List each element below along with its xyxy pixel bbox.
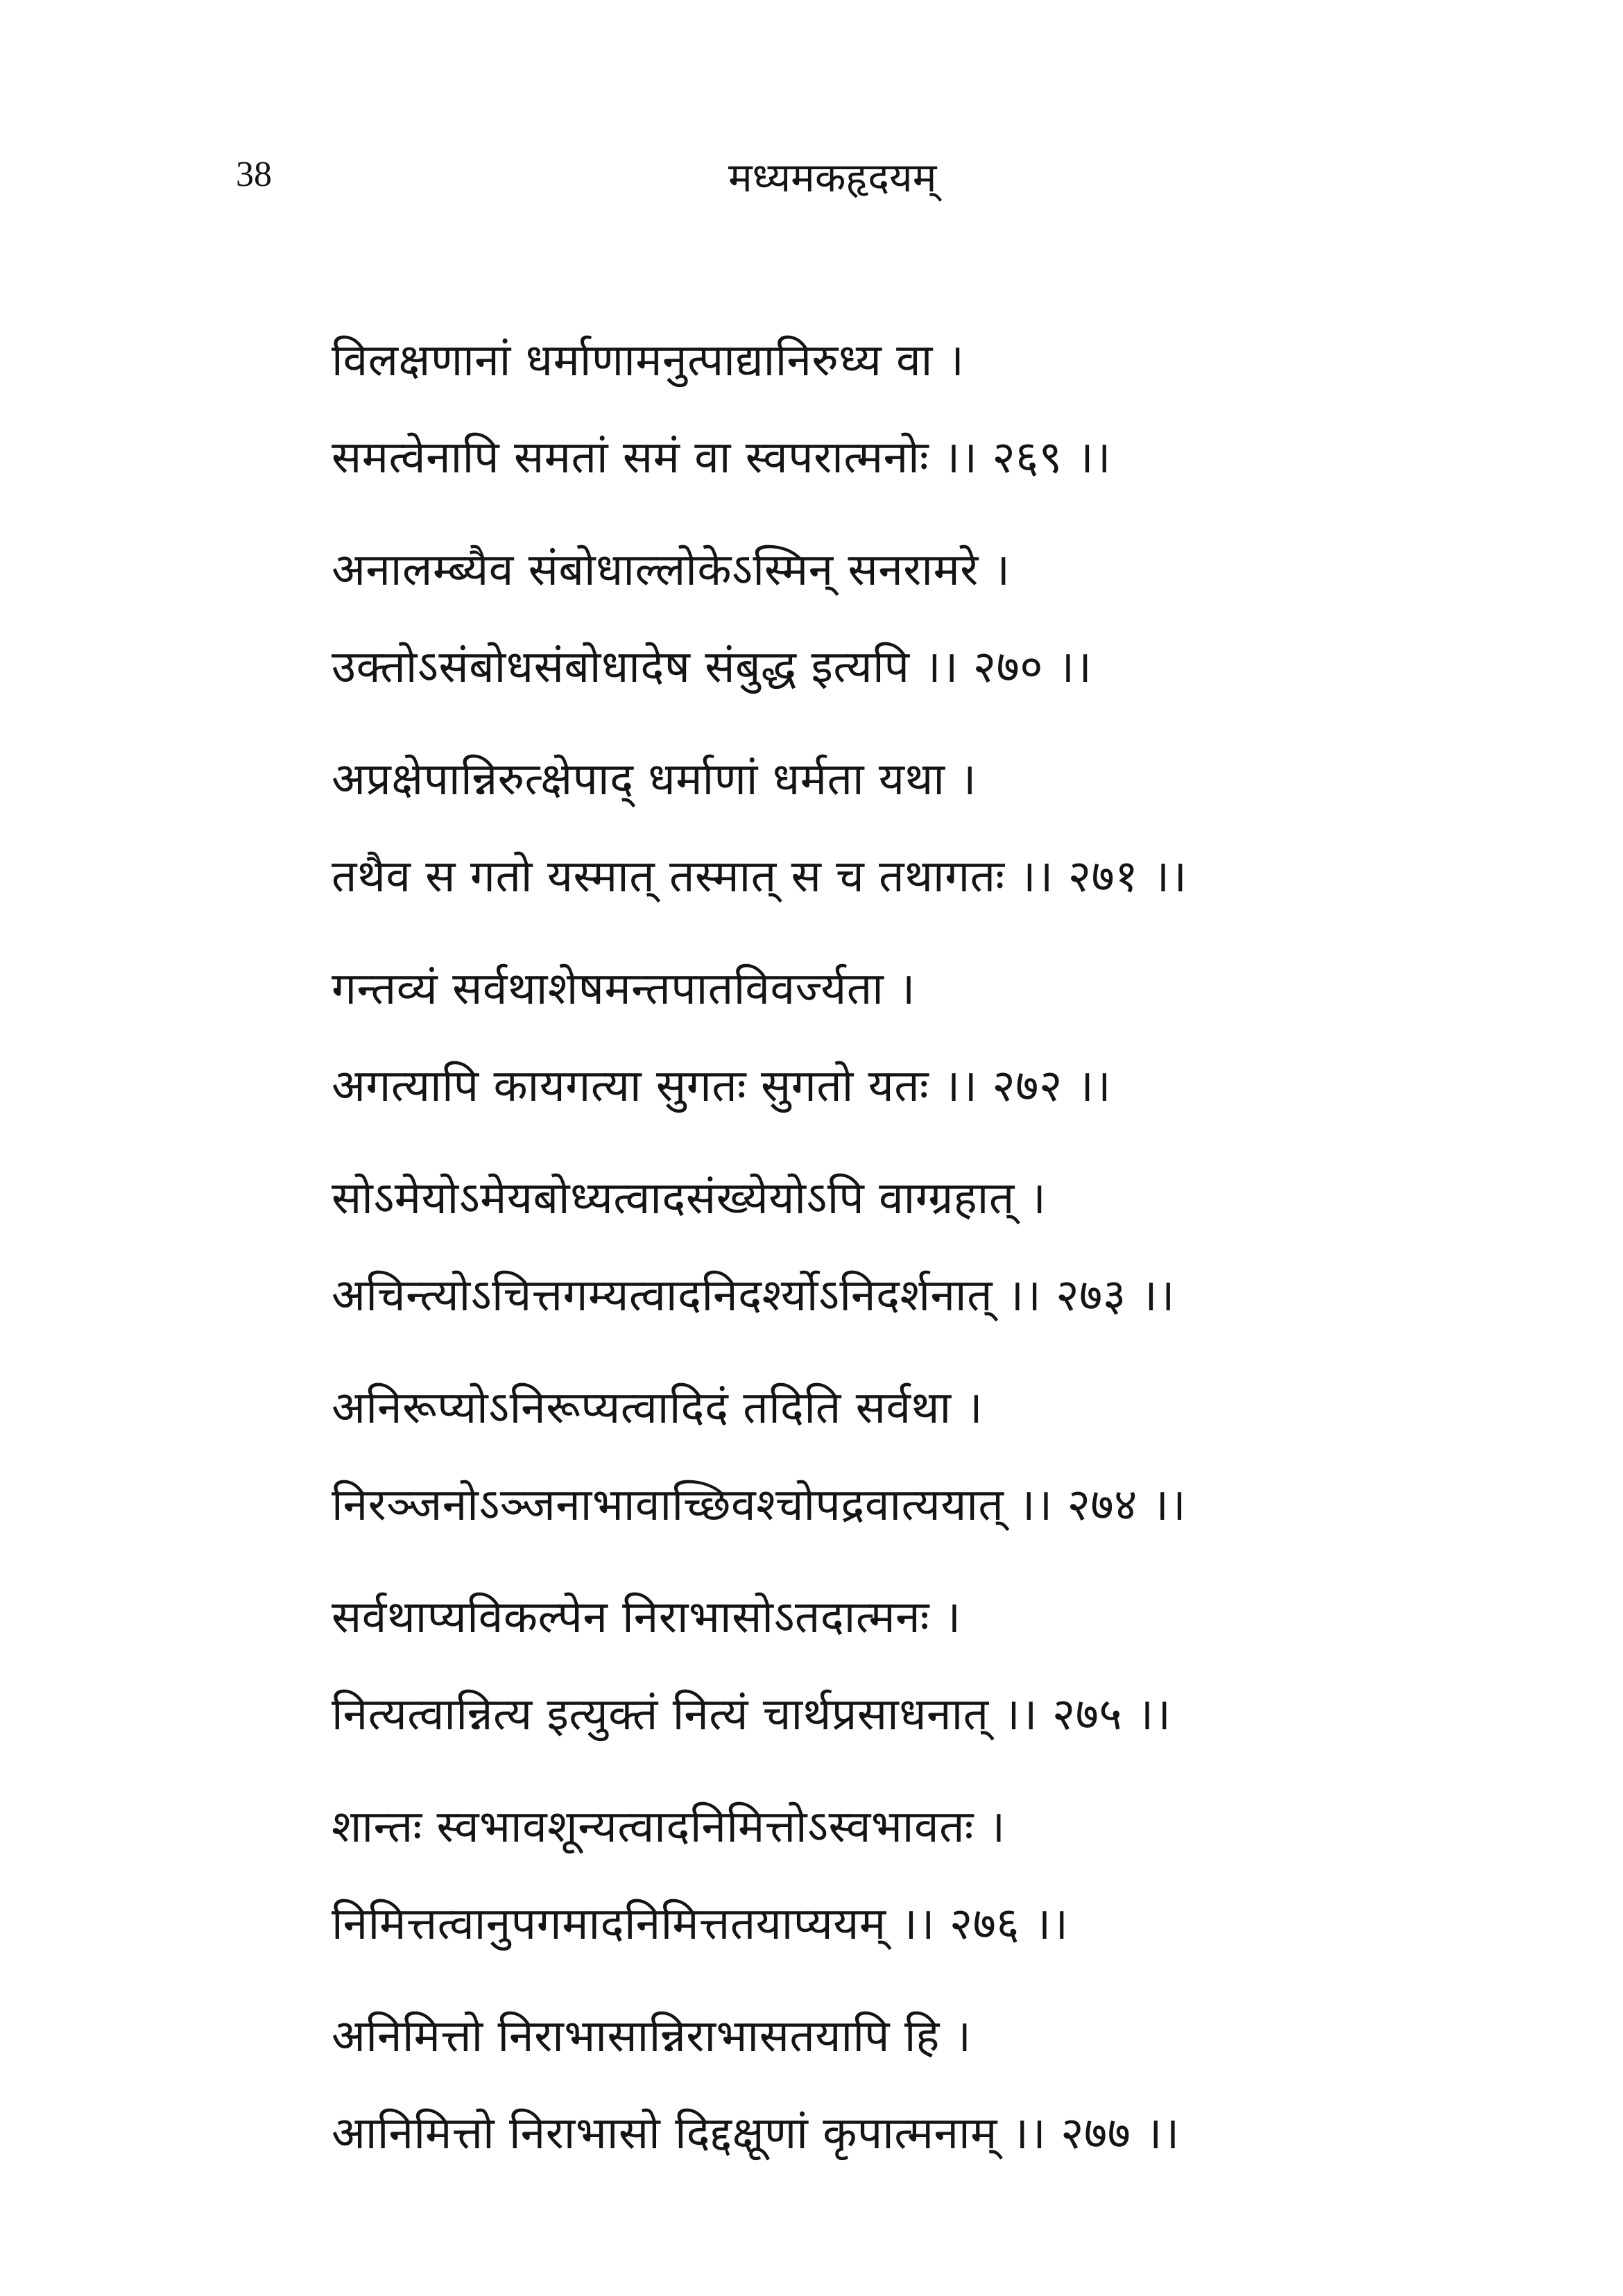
page-number: 38 xyxy=(236,155,272,194)
verse-line: निमित्तत्वानुपगमादनिमित्ततयाप्ययम् ।। २७६ ।। xyxy=(332,1899,1069,1950)
verse-line: अगत्यापि कायगत्या सुगतः सुगतो यतः ।। २७२ ।। xyxy=(332,1061,1112,1112)
verse-274 xyxy=(332,1360,1414,1554)
verse-block xyxy=(332,312,1414,2198)
verse-276 xyxy=(332,1779,1414,1973)
verse-277 xyxy=(332,1988,1414,2182)
verse-273 xyxy=(332,1150,1414,1344)
verse-271 xyxy=(332,731,1414,925)
verse-line: आनिमित्तो निराभासो दिद्दक्षूणां कृपात्मनाम् ।। २७७ ।। xyxy=(332,2108,1180,2159)
verse-line: गन्तव्यं सर्वथाशेषमन्तपातविवर्ज्यता । xyxy=(332,963,916,1015)
verse-line: निरञ्जनोऽञ्जनाभावाच्छिवश्चोपद्रवात्ययात् ।। २७४ ।। xyxy=(332,1480,1187,1531)
verse-line: सोऽमेयोऽमेयबोध्यत्वादसंख्येयोऽपि वाग्ग्रहात् । xyxy=(332,1173,1047,1224)
verse-line: अनिमित्तो निराभासान्निराभासतयापि हि । xyxy=(332,2011,972,2062)
verse-275 xyxy=(332,1569,1414,1763)
verse-line: शान्तः स्वभावशून्यत्वादनिमित्तोऽस्वभावतः । xyxy=(332,1801,1006,1853)
verse-line: विलक्षणानां धर्माणामनुत्पाद्यानिरुध्य वा । xyxy=(332,335,965,386)
running-title: मध्यमकहृदयम् xyxy=(728,154,937,201)
verse-272 xyxy=(332,941,1414,1135)
verse-270 xyxy=(332,522,1414,716)
verse-line: समत्वेनापि समतां समं वा स्वपरात्मनोः ।। २६९ ।। xyxy=(332,432,1112,483)
verse-line: तथैव स गतो यस्मात् तस्मात् स च तथागतः ।। २७१ ।। xyxy=(332,851,1187,902)
verse-line: अचिन्त्योऽचित्तगम्यत्वादनिदर्श्योऽनिदर्शनात् ।। २७३ ।। xyxy=(332,1270,1175,1321)
verse-line: उक्तोऽसंबोधसंबोधादेष संबुद्ध इत्यपि ।। २७० ।। xyxy=(332,642,1092,693)
verse-line: अनालम्ब्यैव संबोधाल्लोकेऽस्मिन् सनरामरे । xyxy=(332,545,1011,596)
verse-line: सर्वथाप्यविकल्पेन निराभासोऽतदात्मनः । xyxy=(332,1592,961,1643)
verse-line: अनिरूप्योऽनिरूप्यत्वादिदं तदिति सर्वथा । xyxy=(332,1382,984,1434)
verse-line: अप्रक्षेपान्निरुत्क्षेपाद् धर्माणां धर्मता यथा । xyxy=(332,754,977,805)
verse-269 xyxy=(332,312,1414,506)
verse-line: नित्यत्वान्नित्य इत्युक्तं नित्यं चार्थप्रसाधनात् ।। २७५ ।। xyxy=(332,1689,1171,1740)
